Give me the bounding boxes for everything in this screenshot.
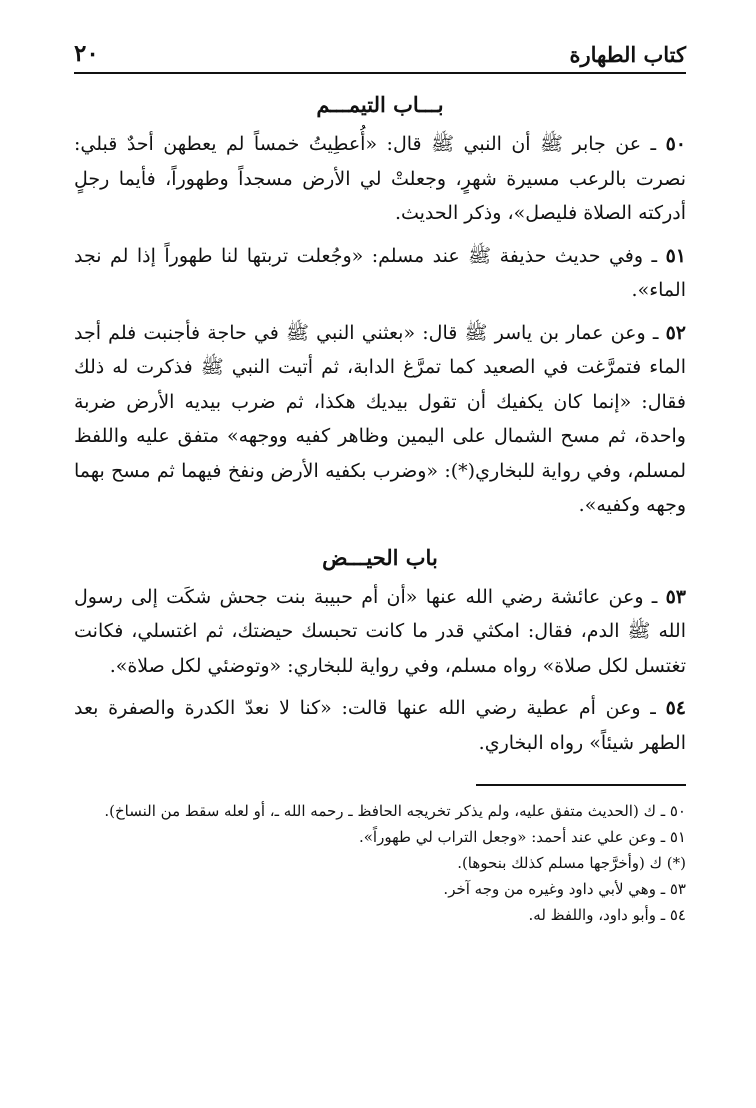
footnote-53: ٥٣ ـ وهي لأبي داود وغيره من وجه آخر. (443, 880, 686, 898)
footnote-divider (476, 784, 686, 786)
hadith-number: ٥٢ (665, 321, 686, 344)
footnote-51: ٥١ ـ وعن علي عند أحمد: «وجعل التراب لي طهوراً». (358, 828, 686, 846)
hadith-number: ٥٠ (665, 133, 686, 155)
running-header (74, 36, 686, 74)
chapter-title-tayammum: بـــاب التيمـــم (316, 92, 444, 117)
hadith-text: ـ عن جابر ﷺ أن النبي ﷺ قال: «أُعطِيتُ خمساً لم يعطهن أحدٌ قبلي: نصرت بالرعب مسيرة شهرٍ، وجعلتْ لي الأرض مسجداً وطهوراً، فأيما رجلٍ أدركته الصلاة فليصل»، وذكر الحديث. (74, 133, 686, 224)
hadith-51 (74, 239, 686, 308)
footnote-50: ٥٠ ـ ك (الحديث متفق عليه، ولم يذكر تخريجه الحافظ ـ رحمه الله ـ، أو لعله سقط من النساخ). (104, 802, 686, 820)
page-number: ٢٠ (74, 40, 99, 67)
hadith-text: ـ وعن أم عطية رضي الله عنها قالت: «كنا لا نعدّ الكدرة والصفرة بعد الطهر شيئاً» رواه البخاري. (74, 697, 686, 754)
chapter-title-hayd: باب الحيـــض (322, 544, 438, 570)
footnote-54: ٥٤ ـ وأبو داود، واللفظ له. (528, 906, 686, 924)
hadith-text: ـ وفي حديث حذيفة ﷺ عند مسلم: «وجُعلت تربتها لنا طهوراً إذا لم نجد الماء». (74, 244, 686, 301)
hadith-text: ـ وعن عمار بن ياسر ﷺ قال: «بعثني النبي ﷺ في حاجة فأجنبت فلم أجد الماء فتمرَّغت في الصعيد كما تمرَّغ الدابة، ثم أتيت النبي ﷺ فذكرت له ذلك فقال: «إنما كان يكفيك أن تقول بيديك هكذا، ثم ضرب بيديه الأرض ضربة واحدة، ثم مسح الشمال على اليمين وظاهر كفيه ووجهه» متفق عليه واللفظ لمسلم، وفي رواية للبخاري(*): «وضرب بكفيه الأرض ونفخ فيهما ثم مسح بهما وجهه وكفيه». (74, 321, 686, 516)
running-title: كتاب الطهارة (569, 42, 686, 67)
book-page (74, 36, 686, 928)
footnote-asterisk: (*) ك (وأخرَّجها مسلم كذلك بنحوها). (457, 854, 686, 872)
hadith-52 (74, 316, 686, 523)
hadith-number: ٥٣ (665, 585, 687, 608)
hadith-54 (74, 691, 686, 760)
hadith-53 (74, 580, 686, 684)
hadith-number: ٥١ (665, 244, 686, 267)
hadith-number: ٥٤ (665, 697, 686, 719)
hadith-50 (74, 127, 686, 231)
hadith-text: ـ وعن عائشة رضي الله عنها «أن أم حبيبة بنت جحش شكَت إلى رسول الله ﷺ الدم، فقال: امكثي قدر ما كانت تحبسك حيضتك، ثم اغتسلي، فكانت تغتسل لكل صلاة» رواه مسلم، وفي رواية للبخاري: «وتوضئي لكل صلاة». (74, 585, 686, 677)
